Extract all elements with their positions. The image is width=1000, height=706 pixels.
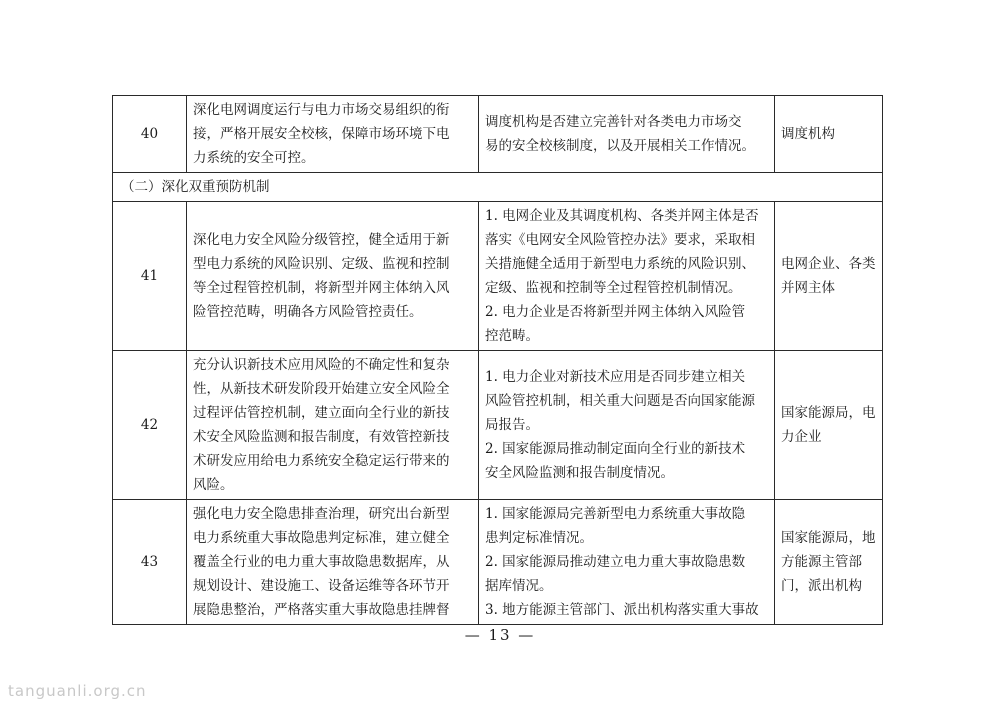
requirements-table — [112, 95, 883, 625]
page-number: — 13 — — [464, 626, 536, 644]
table-row — [113, 500, 883, 625]
table-row — [113, 96, 883, 173]
row-number: 43 — [113, 500, 187, 625]
row-number: 40 — [113, 96, 187, 173]
row-number: 41 — [113, 202, 187, 351]
inspection-content: 调度机构是否建立完善针对各类电力市场交 易的安全校核制度，以及开展相关工作情况。 — [479, 96, 775, 173]
task-description: 强化电力安全隐患排查治理，研究出台新型 电力系统重大事故隐患判定标准，建立健全 覆盖全行业的电力重大事故隐患数据库，从 规划设计、建设施工、设备运维等各环节开 展隐患整治，严格落实重大事故隐患挂牌督 — [187, 500, 479, 625]
inspection-content: 1. 电力企业对新技术应用是否同步建立相关 风险管控机制，相关重大问题是否向国家能源 局报告。 2. 国家能源局推动制定面向全行业的新技术 安全风险监测和报告制度情况。 — [479, 351, 775, 500]
table-row — [113, 202, 883, 351]
section-row — [113, 173, 883, 202]
row-number: 42 — [113, 351, 187, 500]
responsible-party: 调度机构 — [775, 96, 883, 173]
inspection-content: 1. 电网企业及其调度机构、各类并网主体是否 落实《电网安全风险管控办法》要求，采取相 关措施健全适用于新型电力系统的风险识别、 定级、监视和控制等全过程管控机制情况。 2. 电力企业是否将新型并网主体纳入风险管 控范畴。 — [479, 202, 775, 351]
responsible-party: 国家能源局，电 力企业 — [775, 351, 883, 500]
table-row — [113, 351, 883, 500]
inspection-content: 1. 国家能源局完善新型电力系统重大事故隐 患判定标准情况。 2. 国家能源局推动建立电力重大事故隐患数 据库情况。 3. 地方能源主管部门、派出机构落实重大事故 — [479, 500, 775, 625]
task-description: 深化电网调度运行与电力市场交易组织的衔 接，严格开展安全校核，保障市场环境下电 力系统的安全可控。 — [187, 96, 479, 173]
task-description: 深化电力安全风险分级管控，健全适用于新 型电力系统的风险识别、定级、监视和控制 等全过程管控机制，将新型并网主体纳入风 险管控范畴，明确各方风险管控责任。 — [187, 202, 479, 351]
section-heading: （二）深化双重预防机制 — [113, 173, 883, 202]
task-description: 充分认识新技术应用风险的不确定性和复杂 性，从新技术研发阶段开始建立安全风险全 过程评估管控机制，建立面向全行业的新技 术安全风险监测和报告制度，有效管控新技 术研发应用给电力系统安全稳定运行带来的 风险。 — [187, 351, 479, 500]
site-watermark: tanguanli.org.cn — [8, 682, 147, 700]
responsible-party: 电网企业、各类 并网主体 — [775, 202, 883, 351]
responsible-party: 国家能源局，地 方能源主管部 门，派出机构 — [775, 500, 883, 625]
